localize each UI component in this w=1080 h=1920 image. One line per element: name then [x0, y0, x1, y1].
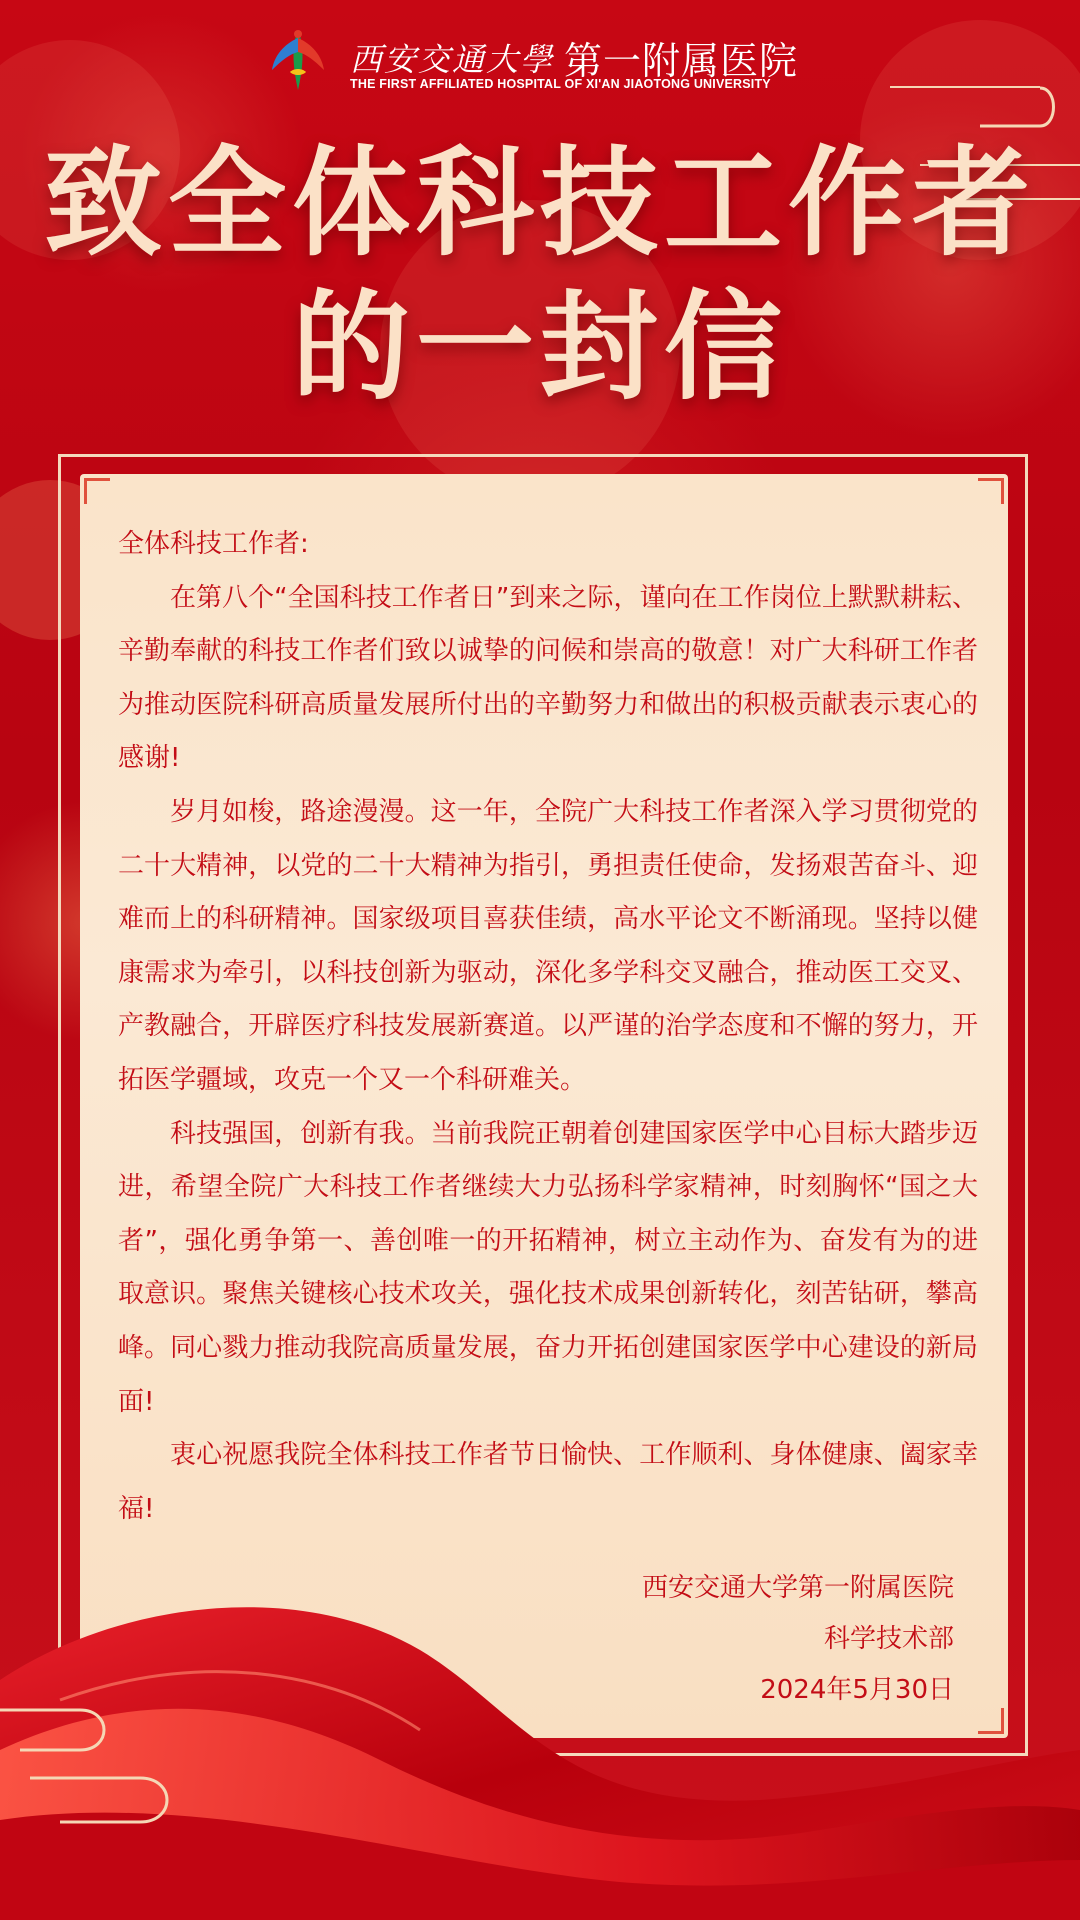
letter-paragraph: 岁月如梭，路途漫漫。这一年，全院广大科技工作者深入学习贯彻党的二十大精神，以党的二十大精神为指引，勇担责任使命，发扬艰苦奋斗、迎难而上的科研精神。国家级项目喜获佳绩，高水平论文不断涌现。坚持以健康需求为牵引，以科技创新为驱动，深化多学科交叉融合，推动医工交叉、产教融合，开辟医疗科技发展新赛道。以严谨的治学态度和不懈的努力，开拓医学疆域，攻克一个又一个科研难关。	[118, 796, 978, 1095]
frame-corner-ornament	[84, 478, 110, 504]
letter-body	[118, 518, 978, 1536]
university-name: 西安交通大學	[350, 40, 555, 79]
page-title-line-1: 致全体科技工作者	[43, 134, 1036, 272]
page-title-line-2: 的一封信	[291, 278, 788, 416]
signature-dept: 科学技术部	[823, 1624, 954, 1654]
frame-corner-ornament	[978, 478, 1004, 504]
ribbon-decoration	[0, 1560, 1080, 1920]
letter-paragraph: 科技强国，创新有我。当前我院正朝着创建国家医学中心目标大踏步迈进，希望全院广大科技工作者继续大力弘扬科学家精神，时刻胸怀“国之大者”，强化勇争第一、善创唯一的开拓精神，树立主动作为、奋发有为的进取意识。聚焦关键核心技术攻关，强化技术成果创新转化，刻苦钻研，攀高峰。同心戮力推动我院高质量发展，奋力开拓创建国家医学中心建设的新局面!	[118, 1118, 978, 1417]
letter-paragraph: 在第八个“全国科技工作者日”到来之际，谨向在工作岗位上默默耕耘、辛勤奉献的科技工作者们致以诚挚的问候和崇高的敬意！对广大科研工作者为推动医院科研高质量发展所付出的辛勤努力和做出的积极贡献表示衷心的感谢!	[118, 582, 978, 774]
hospital-name	[350, 30, 799, 83]
letter-salutation: 全体科技工作者:	[118, 529, 309, 559]
hospital-logo-icon	[262, 24, 334, 96]
hospital-name-cn: 第一附属医院	[564, 39, 799, 83]
signature-date: 2024年5月30日	[760, 1675, 954, 1705]
hospital-name-en: THE FIRST AFFILIATED HOSPITAL OF XI'AN JIAOTONG UNIVERSITY	[350, 77, 771, 91]
signature-org: 西安交通大学第一附属医院	[641, 1573, 954, 1603]
letter-paragraph: 衷心祝愿我院全体科技工作者节日愉快、工作顺利、身体健康、阖家幸福!	[118, 1440, 978, 1524]
